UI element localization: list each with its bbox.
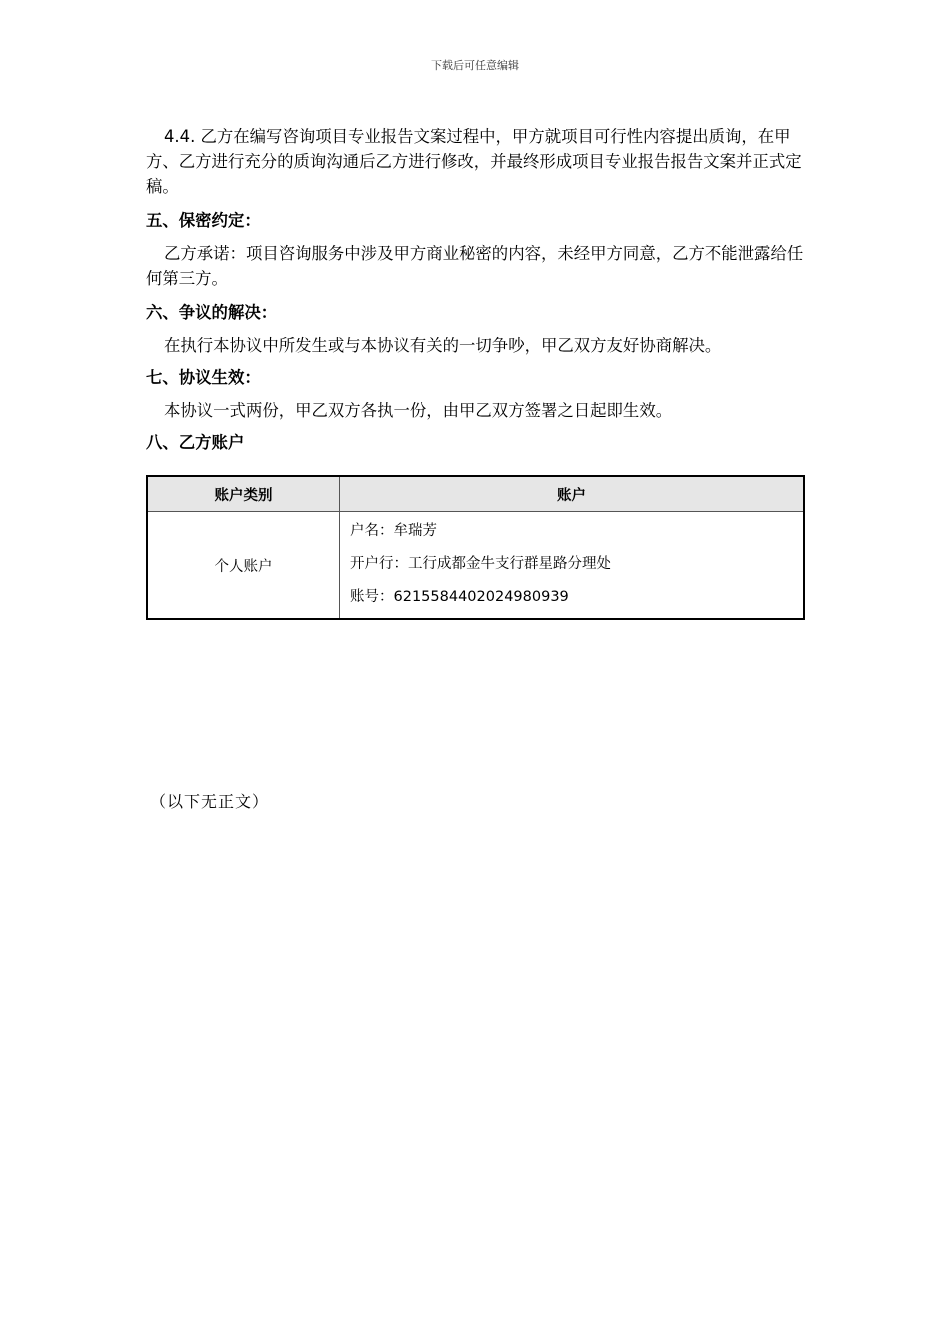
dispute-text: 在执行本协议中所发生或与本协议有关的一切争吵，甲乙双方友好协商解决。: [164, 336, 722, 355]
account-number: 账号：6215584402024980939: [350, 589, 569, 605]
clause-4-4: 4.4. 乙方在编写咨询项目专业报告文案过程中，甲方就项目可行性内容提出质询，在甲方、乙方进行充分的质询沟通后乙方进行修改，并最终形成项目专业报告报告文案并正式定稿。: [146, 127, 802, 196]
heading-dispute: 六、争议的解决：: [146, 303, 278, 322]
download-note: 下载后可任意编辑: [431, 59, 519, 72]
account-info-cell: [340, 512, 805, 620]
document-body: [146, 124, 806, 455]
heading-effectiveness: 七、协议生效：: [146, 368, 261, 387]
account-table: [146, 475, 805, 620]
table-row: [147, 512, 804, 620]
end-of-text-note: （以下无正文）: [150, 792, 270, 811]
account-holder-name: 户名：牟瑞芳: [350, 523, 437, 539]
heading-account: 八、乙方账户: [146, 433, 245, 452]
heading-confidentiality: 五、保密约定：: [146, 211, 261, 230]
account-type-cell: 个人账户: [147, 512, 340, 620]
confidentiality-text: 乙方承诺：项目咨询服务中涉及甲方商业秘密的内容，未经甲方同意，乙方不能泄露给任何第三方。: [146, 244, 804, 288]
effectiveness-text: 本协议一式两份，甲乙双方各执一份，由甲乙双方签署之日起即生效。: [164, 401, 673, 420]
table-header-row: [147, 476, 804, 512]
column-header-account: 账户: [340, 476, 805, 512]
account-bank: 开户行：工行成都金牛支行群星路分理处: [350, 556, 611, 572]
column-header-type: 账户类别: [147, 476, 340, 512]
